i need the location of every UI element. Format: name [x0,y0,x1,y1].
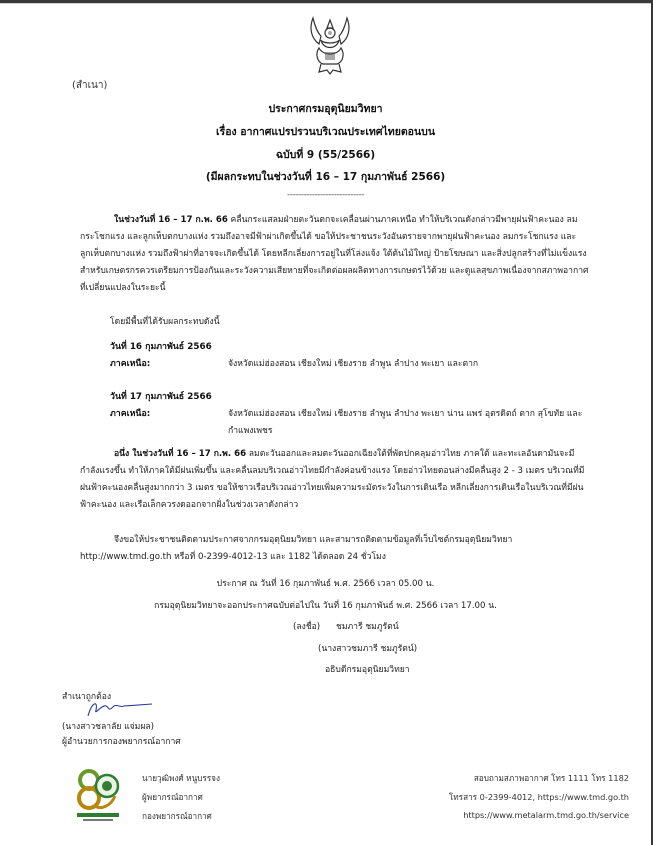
affected-provinces-1: จังหวัดแม่ฮ่องสอน เชียงใหม่ เชียงราย ลำพูน ลำปาง พะเยา และตาก [228,359,479,369]
garuda-emblem-icon [307,14,353,76]
affected-areas-intro: โดยมีพื้นที่ได้รับผลกระทบดังนี้ [110,317,220,327]
next-announcement: กรมอุตุนิยมวิทยาจะออกประกาศฉบับต่อไปใน วันที่ 16 กุมภาพันธ์ พ.ศ. 2566 เวลา 17.00 น. [154,601,497,611]
paragraph-gulf-waves [80,446,590,514]
affected-provinces-2: จังหวัดแม่ฮ่องสอน เชียงใหม่ เชียงราย ลำพูน ลำปาง พะเยา น่าน แพร่ อุตรดิตถ์ ตาก สุโขทัย และกำแพงเพชร [228,409,583,436]
paragraph-text: คลื่นกระแสลมฝ่ายตะวันตกจะเคลื่อนผ่านภาคเหนือ ทำให้บริเวณดังกล่าวมีพายุฝนฟ้าคะนอง ลมกระโชกแรง และลูกเห็บตกบางแห่ง รวมถึงอาจมีฟ้าผ่าเกิดขึ้นได้ ขอให้ประชาชนระวังอันตรายจากพายุฝนฟ้าคะนอง ลมกระโชกแรง และลูกเห็บตกบางแห่ง รวมถึงฟ้าผ่าที่อาจจะเกิดขึ้นได้ โดยหลีกเลี่ยงการอยู่ในที่โล่งแจ้ง ใต้ต้นไม้ใหญ่ ป้ายโฆษณา และสิ่งปลูกสร้างที่ไม่แข็งแรง สำหรับเกษตรกรควรเตรียมการป้องกันและระวังความเสียหายที่จะเกิดต่อผลผลิตทางการเกษตรไว้ด้วย และดูแลสุขภาพเนื่องจากสภาพอากาศที่เปลี่ยนแปลงในระยะนี้ [80,215,589,293]
affected-region-1: ภาคเหนือ: [110,359,151,369]
announcement-number: ฉบับที่ 9 (55/2566) [275,149,376,161]
forecast-division: กองพยากรณ์อากาศ [142,811,212,821]
announcement-subject: เรื่อง อากาศแปรปรวนบริเวณประเทศไทยตอนบน [215,126,436,138]
title-separator: ---------------------------- [287,190,364,200]
announcement-effective-period: (มีผลกระทบในช่วงวันที่ 16 – 17 กุมภาพันธ์ 2566) [205,171,446,183]
contact-phone: สอบถามสภาพอากาศ โทร 1111 โทร 1182 [473,773,629,783]
handwritten-signature-icon [84,696,154,720]
metalarm-link[interactable]: https://www.metalarm.tmd.go.th/service [463,810,629,820]
announcement-title: ประกาศกรมอุตุนิยมวิทยา [268,103,383,115]
signed-label: (ลงชื่อ) [293,622,321,632]
paragraph-north-storm [80,212,590,297]
contact-fax-website[interactable]: โทรสาร 0-2399-4012, https://www.tmd.go.th [448,792,629,802]
tmd-80th-logo-icon [75,766,121,824]
signatory-position: อธิบดีกรมอุตุนิยมวิทยา [325,665,410,675]
paragraph-follow-updates [80,532,590,566]
forecaster-name: นายวุฒิพงศ์ หนูบรรจง [142,773,220,783]
paragraph-lead: ในช่วงวันที่ 16 – 17 ก.พ. 66 [114,215,228,225]
affected-date-2: วันที่ 17 กุมภาพันธ์ 2566 [110,392,212,402]
certifier-name: (นางสาวชลาลัย แจ่มผล) [62,722,154,732]
copy-mark: (สำเนา) [72,80,108,91]
certifier-position: ผู้อำนวยการกองพยากรณ์อากาศ [62,737,181,747]
affected-date-1: วันที่ 16 กุมภาพันธ์ 2566 [110,342,212,352]
document-page [0,3,651,845]
signatory-full-name: (นางสาวชมภารี ชมภูรัตน์) [318,644,418,654]
signed-name: ชมภารี ชมภูรัตน์ [336,622,399,632]
paragraph-text: ลมตะวันออกและลมตะวันออกเฉียงใต้ที่พัดปกคลุมอ่าวไทย ภาคใต้ และทะเลอันดามันจะมีกำลังแรงขึ้น ทำให้ภาคใต้มีฝนเพิ่มขึ้น และคลื่นลมบริเวณอ่าวไทยมีกำลังค่อนข้างแรง โดยอ่าวไทยตอนล่างมีคลื่นสูง 2 - 3 เมตร บริเวณที่มีฝนฟ้าคะนองคลื่นสูงมากกว่า 3 เมตร ขอให้ชาวเรือบริเวณอ่าวไทยเพิ่มความระมัดระวังในการเดินเรือ หลีกเลี่ยงการเดินเรือในบริเวณที่มีฝนฟ้าคะนอง และเรือเล็กควรงดออกจากฝั่งในช่วงเวลาดังกล่าว [80,449,585,510]
paragraph-lead: อนึ่ง ในช่วงวันที่ 16 – 17 ก.พ. 66 [114,449,247,459]
issued-datetime: ประกาศ ณ วันที่ 16 กุมภาพันธ์ พ.ศ. 2566 เวลา 05.00 น. [216,579,435,589]
forecaster-role: ผู้พยากรณ์อากาศ [142,792,203,802]
paragraph-text: จึงขอให้ประชาชนติดตามประกาศจากกรมอุตุนิยมวิทยา และสามารถติดตามข้อมูลที่เว็บไซต์กรมอุตุนิยมวิทยา http://www.tmd.go.th หรือที่ 0-2399-4012-13 และ 1182 ได้ตลอด 24 ชั่วโมง [80,535,513,562]
affected-region-2: ภาคเหนือ: [110,409,151,419]
certified-copy-label: สำเนาถูกต้อง [62,692,112,702]
